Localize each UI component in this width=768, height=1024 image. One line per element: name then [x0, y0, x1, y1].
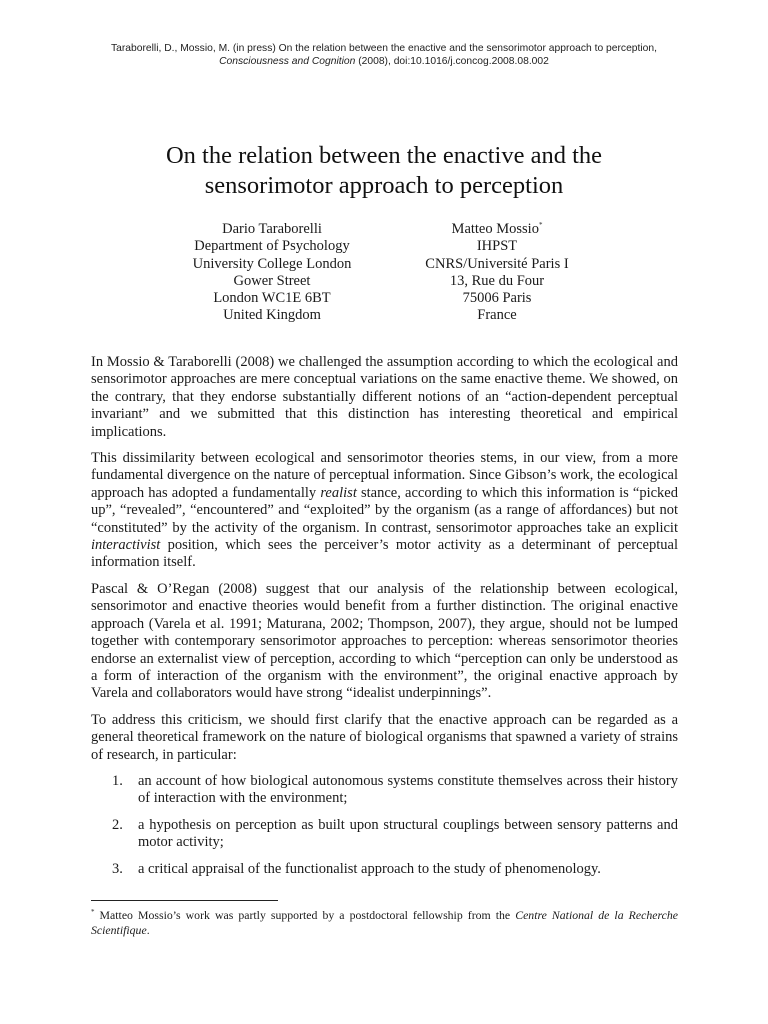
- list-item: [91, 817, 678, 852]
- citation-header: [0, 42, 768, 68]
- list-item: [91, 861, 678, 878]
- affiliation-line: IHPST: [476, 238, 518, 255]
- footnote-marker: *: [91, 908, 95, 917]
- paragraph-2: [91, 450, 678, 572]
- paragraph-text: position, which sees the perceiver’s motor activity as a determinant of perceptual information itself.: [91, 537, 678, 571]
- list-text: a hypothesis on perception as built upon structural couplings between sensory patterns and motor activity;: [138, 816, 678, 851]
- footnote-end: .: [146, 923, 150, 937]
- footnote-text: Matteo Mossio’s work was partly supported by a postdoctoral fellowship from the: [94, 908, 516, 922]
- author-block-mossio: [377, 221, 617, 325]
- list-text: an account of how biological autonomous systems constitute themselves across their history of interaction with the environment;: [138, 772, 678, 807]
- list-number: 2.: [112, 816, 123, 833]
- paragraph-3: Pascal & O’Regan (2008) suggest that our analysis of the relationship between ecological, sensorimotor and enactive theories would benefit from a further distinction. The original enactive approach (Varela et al. 1991; Maturana, 2002; Thompson, 2007), they argue, should not be lumped together with contemporary sensorimotor approaches to perception: whereas sensorimotor theories endorse an externalist view of perception, according to which “perception can only be understood as a form of interaction of the organism with the environment”, the original enactive approach by Varela and collaborators would have strong “idealist underpinnings”.: [91, 580, 678, 702]
- author-name: Dario Taraborelli: [222, 221, 322, 237]
- affiliation-line: France: [477, 307, 517, 324]
- paragraph-1: In Mossio & Taraborelli (2008) we challenged the assumption according to which the ecological and sensorimotor approaches are mere conceptual variations on the same enactive theme. We showed, on the contrary, that they endorse substantially different notions of an “action-dependent perceptual invariant” and we submitted that this distinction has interesting theoretical and empirical implications.: [91, 354, 678, 440]
- emphasis-interactivist: interactivist: [91, 537, 161, 554]
- affiliation-line: 13, Rue du Four: [449, 272, 545, 289]
- citation-doi: (2008), doi:10.1016/j.concog.2008.08.002: [355, 56, 549, 67]
- list-number: 1.: [112, 772, 123, 789]
- affiliation-line: Gower Street: [233, 272, 311, 289]
- paper-body: [91, 354, 678, 887]
- title-line-2: sensorimotor approach to perception: [204, 172, 564, 199]
- journal-name: Consciousness and Cognition: [219, 56, 356, 67]
- emphasis-realist: realist: [320, 484, 357, 501]
- footnote-divider: [91, 900, 278, 901]
- affiliation-line: United Kingdom: [223, 307, 321, 324]
- author-name: Matteo Mossio: [451, 221, 539, 237]
- citation-line-2: [0, 55, 768, 68]
- paragraph-text: This dissimilarity between ecological and sensorimotor theories stems, in our view, from a more fundamental divergence on the nature of perceptual information. Since Gibson’s work, the ecological approach has adopted a fundamentally: [91, 450, 678, 501]
- citation-line-1: Taraborelli, D., Mossio, M. (in press) On the relation between the enactive and the sensorimotor approach to perception,: [110, 43, 658, 54]
- affiliation-line: University College London: [192, 255, 352, 272]
- paragraph-text: stance, according to which this information is “picked up”, “revealed”, “encountered” and “exploited” by the organism (as a range of affordances) but not “constituted” by the activity of the organism. In contrast, sensorimotor approaches take an explicit: [91, 484, 678, 536]
- affiliation-line: London WC1E 6BT: [213, 290, 331, 307]
- paper-title: [0, 141, 768, 201]
- footnote-institution: Centre National de la Recherche Scientifique: [91, 908, 678, 937]
- list-item: [91, 773, 678, 808]
- numbered-list: [91, 773, 678, 878]
- title-line-1: On the relation between the enactive and the: [165, 142, 603, 169]
- paragraph-4: To address this criticism, we should first clarify that the enactive approach can be regarded as a general theoretical framework on the nature of biological organisms that spawned a variety of strains of research, in particular:: [91, 711, 678, 763]
- list-number: 3.: [112, 860, 123, 877]
- affiliation-line: Department of Psychology: [194, 238, 350, 255]
- author-name-row: [377, 221, 617, 238]
- author-block-taraborelli: [152, 221, 392, 325]
- footnote-marker[interactable]: *: [538, 221, 543, 230]
- affiliation-line: 75006 Paris: [462, 290, 532, 307]
- affiliation-line: CNRS/Université Paris I: [425, 255, 569, 272]
- footnote: [91, 908, 678, 938]
- list-text: a critical appraisal of the functionalist approach to the study of phenomenology.: [138, 860, 601, 877]
